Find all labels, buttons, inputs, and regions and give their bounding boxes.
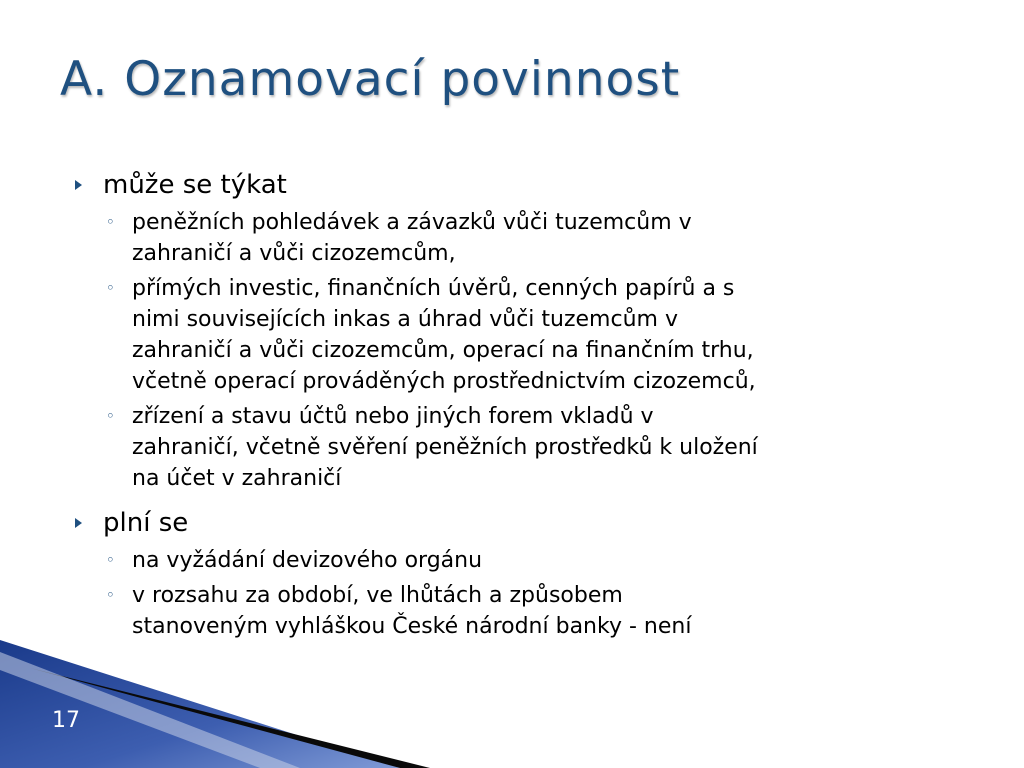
sub-bullet-item <box>75 580 975 642</box>
sub-bullet-line: zřízení a stavu účtů nebo jiných forem vkladů v <box>132 404 654 429</box>
triangle-bullet-icon <box>75 180 82 190</box>
sub-bullet-line: v rozsahu za období, ve lhůtách a způsobem <box>132 583 623 608</box>
slide-body <box>75 168 975 654</box>
sub-bullet-line: zahraničí a vůči cizozemcům, operací na finančním trhu, <box>132 338 754 363</box>
circle-bullet-icon: ◦ <box>106 551 115 569</box>
triangle-bullet-icon <box>75 518 82 528</box>
sub-bullet-line: stanoveným vyhláškou České národní banky - není <box>132 614 692 639</box>
circle-bullet-icon: ◦ <box>106 407 115 425</box>
bullet-heading-text: plní se <box>103 508 189 538</box>
bullet-level1 <box>75 168 975 202</box>
sub-bullet-line: přímých investic, finančních úvěrů, cenných papírů a s <box>132 276 735 301</box>
sub-bullet-line: včetně operací prováděných prostřednictvím cizozemců, <box>132 369 756 394</box>
sub-bullet-line: zahraničí, včetně svěření peněžních prostředků k uložení <box>132 435 758 460</box>
bullet-level1 <box>75 506 975 540</box>
corner-decoration <box>0 640 430 768</box>
slide-title: A. Oznamovací povinnost <box>60 52 681 107</box>
sub-bullet-item <box>75 207 975 269</box>
sub-bullet-item <box>75 545 975 576</box>
circle-bullet-icon: ◦ <box>106 279 115 297</box>
sub-bullet-line: peněžních pohledávek a závazků vůči tuzemcům v <box>132 210 692 235</box>
sub-bullet-line: na účet v zahraničí <box>132 466 342 491</box>
circle-bullet-icon: ◦ <box>106 586 115 604</box>
bullet-heading-text: může se týkat <box>103 170 287 200</box>
slide-number: 17 <box>52 708 80 733</box>
sub-bullet-list <box>75 545 975 642</box>
circle-bullet-icon: ◦ <box>106 213 115 231</box>
sub-bullet-item <box>75 273 975 397</box>
sub-bullet-line: na vyžádání devizového orgánu <box>132 548 483 573</box>
sub-bullet-line: zahraničí a vůči cizozemcům, <box>132 241 456 266</box>
sub-bullet-item <box>75 401 975 494</box>
sub-bullet-list <box>75 207 975 494</box>
sub-bullet-line: nimi souvisejících inkas a úhrad vůči tuzemcům v <box>132 307 678 332</box>
